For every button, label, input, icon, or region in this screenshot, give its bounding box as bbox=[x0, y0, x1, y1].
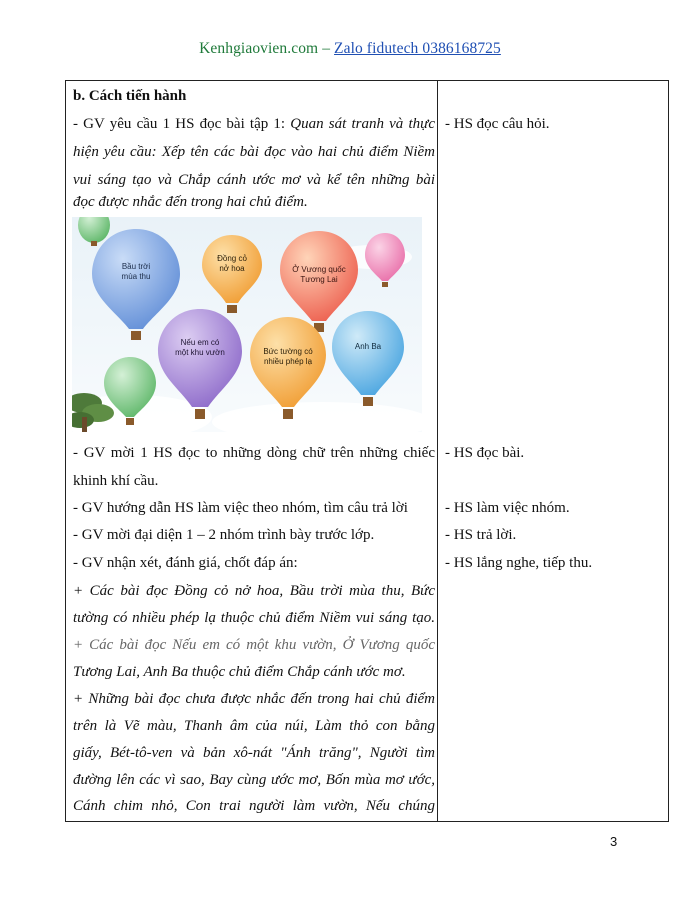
balloon-label: Anh Ba bbox=[354, 342, 382, 351]
p1-line2: hiện yêu cầu: Xếp tên các bài đọc vào hai chủ điểm Niềm bbox=[73, 144, 435, 160]
balloon-label: Nếu em có bbox=[180, 338, 220, 347]
balloon-label: Bầu trời bbox=[121, 262, 151, 271]
balloon-label: Ở Vương quốc bbox=[292, 265, 346, 274]
balloon-label: Đồng cỏ bbox=[217, 254, 247, 263]
p1-line1: - GV yêu cầu 1 HS đọc bài tập 1: Quan sát tranh và thực bbox=[73, 116, 435, 132]
answer3-line4: đường lên các vì sao, Bay cùng ước mơ, Bốn mùa mơ ước, bbox=[73, 772, 435, 788]
balloon-label: nhiều phép lạ bbox=[263, 357, 313, 366]
answer3-line5: Cánh chim nhỏ, Con trai người làm vườn, Nếu chúng bbox=[73, 798, 435, 814]
balloons-svg bbox=[72, 217, 422, 432]
student-r1: - HS đọc câu hỏi. bbox=[445, 116, 550, 132]
answer1-line1: + Các bài đọc Đồng cỏ nở hoa, Bầu trời mùa thu, Bức bbox=[73, 583, 435, 599]
p3: - GV hướng dẫn HS làm việc theo nhóm, tìm câu trả lời bbox=[73, 500, 408, 516]
p1-line3: vui sáng tạo và Chắp cánh ước mơ và kể tên những bài bbox=[73, 172, 435, 188]
p1-line4: đọc được nhắc đến trong hai chủ điểm. bbox=[73, 194, 308, 210]
p4: - GV mời đại diện 1 – 2 nhóm trình bày trước lớp. bbox=[73, 527, 375, 543]
student-r2: - HS đọc bài. bbox=[445, 445, 525, 461]
balloon-label: nở hoa bbox=[219, 264, 245, 273]
header-separator: – bbox=[318, 40, 335, 57]
answer3-line2: trên là Vẽ màu, Thanh âm của núi, Làm thỏ con bằng bbox=[73, 718, 435, 734]
student-r4: - HS trả lời. bbox=[445, 527, 517, 543]
page-number: 3 bbox=[610, 834, 618, 849]
balloon-label: Bức tường có bbox=[263, 347, 313, 356]
header-site[interactable]: Kenhgiaovien.com bbox=[199, 40, 319, 57]
answer3-line3: giấy, Bét-tô-ven và bản xô-nát "Ánh trăng", Người tìm bbox=[73, 745, 435, 761]
student-r3: - HS làm việc nhóm. bbox=[445, 500, 570, 516]
answer3-line1: + Những bài đọc chưa được nhắc đến trong hai chủ điểm bbox=[73, 691, 435, 707]
p2-line1: - GV mời 1 HS đọc to những dòng chữ trên những chiếc bbox=[73, 445, 435, 461]
balloons-illustration bbox=[72, 217, 422, 432]
section-title: b. Cách tiến hành bbox=[73, 88, 187, 104]
student-r5: - HS lắng nghe, tiếp thu. bbox=[445, 555, 593, 571]
balloon-label: một khu vườn bbox=[175, 348, 225, 357]
answer2-line2: Tương Lai, Anh Ba thuộc chủ điểm Chắp cánh ước mơ. bbox=[73, 664, 406, 680]
p5: - GV nhận xét, đánh giá, chốt đáp án: bbox=[73, 555, 298, 571]
answer2-line1: + Các bài đọc Nếu em có một khu vườn, Ở Vương quốc bbox=[73, 637, 435, 653]
p2-line2: khinh khí cầu. bbox=[73, 473, 159, 489]
answer1-line2: tường có nhiều phép lạ thuộc chủ điểm Niềm vui sáng tạo. bbox=[73, 610, 435, 626]
header-zalo-link[interactable]: Zalo fidutech 0386168725 bbox=[334, 40, 501, 57]
balloon-label: mùa thu bbox=[121, 272, 151, 281]
balloon-label: Tương Lai bbox=[300, 275, 338, 284]
page-header bbox=[0, 40, 700, 58]
